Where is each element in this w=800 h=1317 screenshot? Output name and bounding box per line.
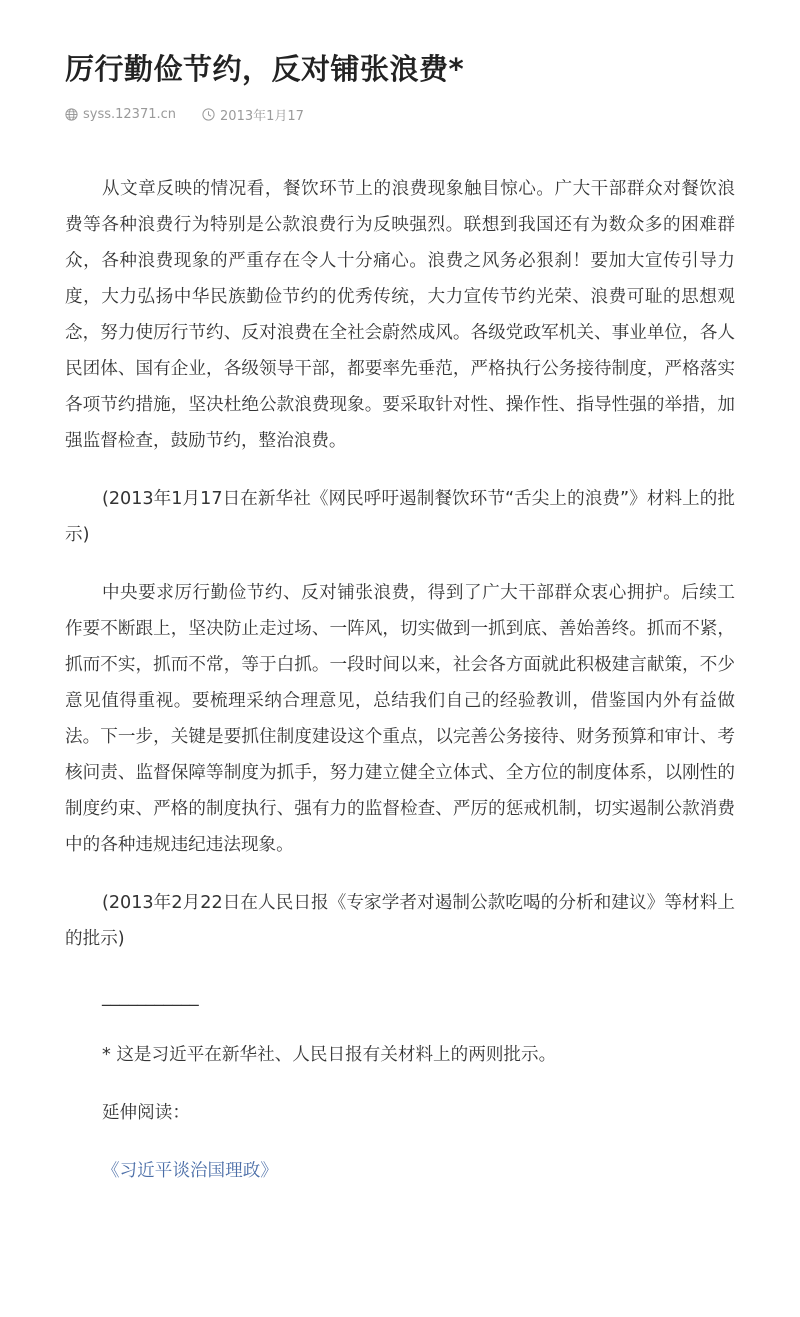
source-meta <box>65 107 176 122</box>
source-text: syss.12371.cn <box>83 106 177 122</box>
further-reading-item <box>65 1153 735 1189</box>
footnote: * 这是习近平在新华社、人民日报有关材料上的两则批示。 <box>101 1045 557 1065</box>
paragraph: (2013年1月17日在新华社《网民呼吁遏制餐饮环节“舌尖上的浪费”》材料上的批示) <box>65 489 735 545</box>
paragraph: 中央要求厉行勤俭节约、反对铺张浪费，得到了广大干部群众衷心拥护。后续工作要不断跟上，坚决防止走过场、一阵风，切实做到一抓到底、善始善终。抓而不紧，抓而不实，抓而不常，等于白抓。一段时间以来，社会各方面就此积极建言献策，不少意见值得重视。要梳理采纳合理意见，总结我们自己的经验教训，借鉴国内外有益做法。下一步，关键是要抓住制度建设这个重点，以完善公务接待、财务预算和审计、考核问责、监督保障等制度为抓手，努力建立健全立体式、全方位的制度体系，以刚性的制度约束、严格的制度执行、强有力的监督检查、严厉的惩戒机制，切实遏制公款消费中的各种违规违纪违法现象。 <box>65 583 735 855</box>
paragraph: 从文章反映的情况看，餐饮环节上的浪费现象触目惊心。广大干部群众对餐饮浪费等各种浪费行为特别是公款浪费行为反映强烈。联想到我国还有为数众多的困难群众，各种浪费现象的严重存在令人十分痛心。浪费之风务必狠刹！要加大宣传引导力度，大力弘扬中华民族勤俭节约的优秀传统，大力宣传节约光荣、浪费可耻的思想观念，努力使厉行节约、反对浪费在全社会蔚然成风。各级党政军机关、事业单位，各人民团体、国有企业，各级领导干部，都要率先垂范，严格执行公务接待制度，严格落实各项节约措施，坚决杜绝公款浪费现象。要采取针对性、操作性、指导性强的举措，加强监督检查，鼓励节约，整治浪费。 <box>65 179 735 451</box>
date-text: 2013年1月17 <box>220 108 304 124</box>
separator-line: ___________ <box>101 987 199 1007</box>
paragraph: (2013年2月22日在人民日报《专家学者对遏制公款吃喝的分析和建议》等材料上的批示) <box>65 893 735 949</box>
article-body <box>65 171 735 1189</box>
page-title: 厉行勤俭节约，反对铺张浪费* <box>65 52 465 86</box>
clock-icon <box>202 108 215 121</box>
date-meta <box>202 105 304 124</box>
further-reading-link[interactable]: 《习近平谈治国理政》 <box>101 1161 278 1181</box>
article-meta <box>65 104 735 124</box>
further-reading-label: 延伸阅读： <box>101 1103 190 1123</box>
globe-icon <box>65 108 78 121</box>
